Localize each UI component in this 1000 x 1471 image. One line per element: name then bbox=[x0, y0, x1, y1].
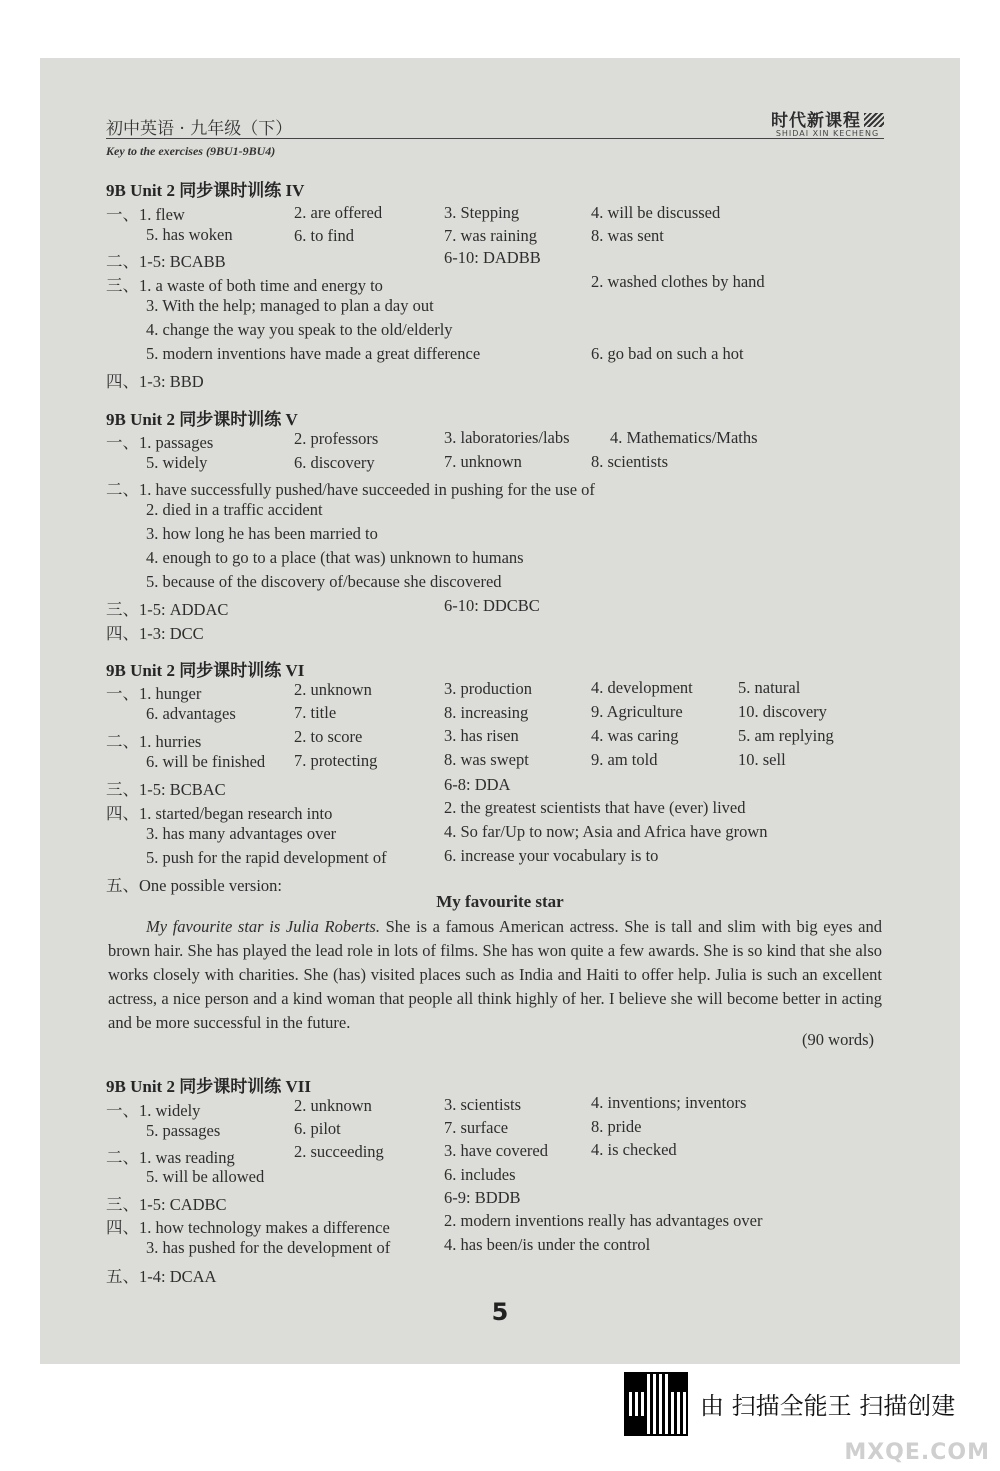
answer: 三、1-5: BCBAC bbox=[106, 780, 226, 799]
answer: 8. scientists bbox=[591, 452, 668, 471]
site-watermark: MXQE.COM bbox=[844, 1440, 990, 1465]
qr-code-icon bbox=[624, 1372, 688, 1436]
answer: 3. Stepping bbox=[444, 203, 520, 222]
answer: 4. will be discussed bbox=[591, 203, 721, 222]
answer: 四、1-3: BBD bbox=[106, 372, 204, 391]
answer: 7. title bbox=[294, 703, 337, 722]
header-rule bbox=[106, 138, 884, 139]
answer: 2. washed clothes by hand bbox=[591, 272, 765, 291]
answer: 3. With the help; managed to plan a day out bbox=[146, 296, 434, 315]
answer: 一、1. flew bbox=[106, 205, 185, 224]
answer: 5. am replying bbox=[738, 726, 834, 745]
answer: 2. are offered bbox=[294, 203, 383, 222]
answer: 6. discovery bbox=[294, 453, 375, 472]
answer: 3. has pushed for the development of bbox=[146, 1238, 391, 1257]
answer: 4. development bbox=[591, 678, 693, 697]
answer: 二、1. have successfully pushed/have succeeded in pushing for the use of bbox=[106, 480, 595, 499]
answer: 8. was sent bbox=[591, 226, 664, 245]
essay-title: My favourite star bbox=[436, 892, 564, 911]
answer: 7. was raining bbox=[444, 226, 538, 245]
answer: 2. modern inventions really has advantages over bbox=[444, 1211, 763, 1230]
answer: 2. died in a traffic accident bbox=[146, 500, 323, 519]
answer: 5. natural bbox=[738, 678, 801, 697]
answer: 五、One possible version: bbox=[106, 876, 282, 895]
answer: 8. increasing bbox=[444, 703, 529, 722]
word-count: (90 words) bbox=[802, 1030, 874, 1049]
scanner-credit: 由 扫描全能王 扫描创建 bbox=[700, 1392, 956, 1420]
answer: 8. was swept bbox=[444, 750, 529, 769]
answer: 一、1. widely bbox=[106, 1101, 201, 1120]
answer: 6. will be finished bbox=[146, 752, 266, 771]
page-number: 5 bbox=[491, 1298, 509, 1326]
scanned-page bbox=[40, 58, 960, 1364]
answer: 四、1. started/began research into bbox=[106, 804, 333, 823]
section-title-vii: 9B Unit 2 同步课时训练 VII bbox=[106, 1077, 311, 1096]
answer: 3. production bbox=[444, 679, 532, 698]
brand-subtitle: SHIDAI XIN KECHENG bbox=[775, 129, 880, 138]
book-title: 初中英语 · 九年级（下） bbox=[106, 119, 293, 139]
answer: 2. succeeding bbox=[294, 1142, 384, 1161]
answer: 2. the greatest scientists that have (ever) lived bbox=[444, 798, 746, 817]
essay-lead: My favourite star is Julia Roberts. bbox=[146, 917, 380, 936]
essay-text: She is a famous American actress. She is tall and slim with big eyes and brown hair. She has played the lead role in lots of films. She has won quite a few awards. She is so kind that she also works closely with charities. She (has) visited places such as India and Haiti to offer help. Julia is such an excellent actress, a nice person and a kind woman that people all think highly of her. I believe she will become better in acting and be more successful in the future. bbox=[108, 917, 882, 1032]
page-content bbox=[40, 58, 960, 1364]
answer: 5. has woken bbox=[146, 225, 233, 244]
section-title-iv: 9B Unit 2 同步课时训练 IV bbox=[106, 181, 305, 200]
answer: 四、1. how technology makes a difference bbox=[106, 1218, 390, 1237]
answer: 3. scientists bbox=[444, 1095, 521, 1114]
answer: 二、1. hurries bbox=[106, 732, 202, 751]
essay-body bbox=[108, 915, 882, 1035]
answer: 6. pilot bbox=[294, 1119, 341, 1138]
answer: 2. unknown bbox=[294, 680, 372, 699]
answer: 9. am told bbox=[591, 750, 658, 769]
answer: 7. unknown bbox=[444, 452, 522, 471]
answer: 3. have covered bbox=[444, 1141, 548, 1160]
answer: 5. push for the rapid development of bbox=[146, 848, 387, 867]
answer: 8. pride bbox=[591, 1117, 642, 1136]
answer: 四、1-3: DCC bbox=[106, 624, 204, 643]
answer: 6. go bad on such a hot bbox=[591, 344, 744, 363]
answer: 三、1-5: ADDAC bbox=[106, 600, 229, 619]
answer: 7. surface bbox=[444, 1118, 509, 1137]
answer: 5. modern inventions have made a great difference bbox=[146, 344, 481, 363]
answer: 9. Agriculture bbox=[591, 702, 683, 721]
answer: 三、1-5: CADBC bbox=[106, 1195, 227, 1214]
answer: 10. discovery bbox=[738, 702, 827, 721]
section-title-v: 9B Unit 2 同步课时训练 V bbox=[106, 410, 298, 429]
answer: 4. was caring bbox=[591, 726, 679, 745]
brand-mark-icon bbox=[864, 113, 884, 127]
answer: 6. includes bbox=[444, 1165, 516, 1184]
answer: 2. unknown bbox=[294, 1096, 372, 1115]
answer: 一、1. hunger bbox=[106, 684, 202, 703]
answer: 三、1. a waste of both time and energy to bbox=[106, 276, 383, 295]
answer: 6-9: BDDB bbox=[444, 1188, 521, 1207]
answer: 5. passages bbox=[146, 1121, 221, 1140]
answer: 7. protecting bbox=[294, 751, 378, 770]
answer: 4. change the way you speak to the old/elderly bbox=[146, 320, 453, 339]
section-title-vi: 9B Unit 2 同步课时训练 VI bbox=[106, 661, 305, 680]
answer: 4. has been/is under the control bbox=[444, 1235, 651, 1254]
answer: 二、1. was reading bbox=[106, 1148, 235, 1167]
answer: 二、1-5: BCABB bbox=[106, 252, 226, 271]
answer: 6. advantages bbox=[146, 704, 236, 723]
answer: 6-10: DADBB bbox=[444, 248, 541, 267]
answer: 6-10: DDCBC bbox=[444, 596, 540, 615]
answer: 2. to score bbox=[294, 727, 363, 746]
answer: 4. So far/Up to now; Asia and Africa have grown bbox=[444, 822, 768, 841]
answer: 4. Mathematics/Maths bbox=[610, 428, 758, 447]
answer: 3. has risen bbox=[444, 726, 519, 745]
answer: 4. enough to go to a place (that was) unknown to humans bbox=[146, 548, 524, 567]
answer: 6-8: DDA bbox=[444, 775, 511, 794]
answer: 一、1. passages bbox=[106, 433, 214, 452]
answer: 4. is checked bbox=[591, 1140, 677, 1159]
answer: 10. sell bbox=[738, 750, 786, 769]
answer: 3. laboratories/labs bbox=[444, 428, 570, 447]
answer: 6. increase your vocabulary is to bbox=[444, 846, 659, 865]
answer: 4. inventions; inventors bbox=[591, 1093, 747, 1112]
brand-name: 时代新课程 bbox=[771, 111, 861, 131]
answer: 5. because of the discovery of/because she discovered bbox=[146, 572, 502, 591]
answer: 3. has many advantages over bbox=[146, 824, 337, 843]
answer: 2. professors bbox=[294, 429, 379, 448]
answer: 6. to find bbox=[294, 226, 355, 245]
answer: 五、1-4: DCAA bbox=[106, 1267, 217, 1286]
brand-logo bbox=[771, 106, 884, 138]
answer: 3. how long he has been married to bbox=[146, 524, 378, 543]
answer: 5. will be allowed bbox=[146, 1167, 265, 1186]
answer: 5. widely bbox=[146, 453, 208, 472]
key-subtitle: Key to the exercises (9BU1-9BU4) bbox=[106, 144, 276, 158]
